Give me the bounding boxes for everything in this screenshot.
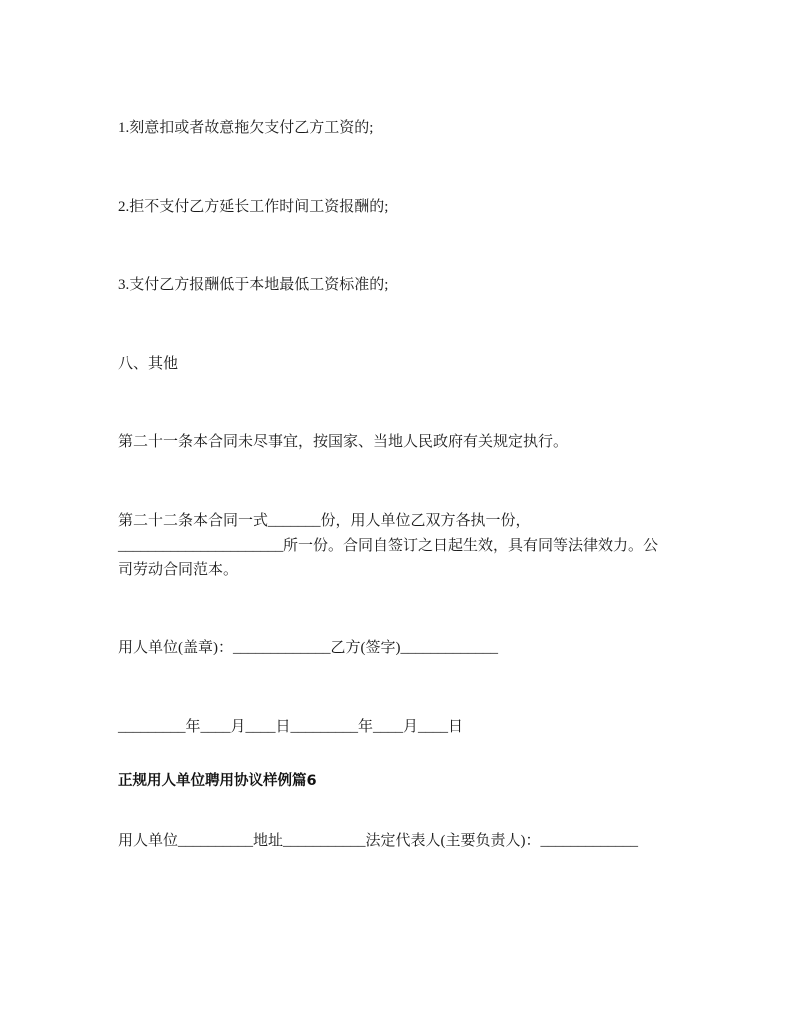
list-item-1: 1.刻意扣或者故意拖欠支付乙方工资的;: [118, 120, 374, 136]
article-22-line-3: 司劳动合同范本。: [118, 562, 239, 578]
article-22-line-2: ______________________所一份。合同自签订之日起生效，具有同等法律效力。公: [118, 538, 659, 554]
article-21-text: 第二十一条本合同未尽事宜，按国家、当地人民政府有关规定执行。: [118, 434, 569, 450]
list-item-3: 3.支付乙方报酬低于本地最低工资标准的;: [118, 277, 389, 293]
signature-line: 用人单位(盖章)：_____________乙方(签字)_____________: [118, 640, 498, 656]
employer-info-line: 用人单位__________地址___________法定代表人(主要负责人)：_____________: [118, 833, 638, 849]
article-22-line-1: 第二十二条本合同一式_______份，用人单位乙双方各执一份，: [118, 513, 531, 529]
date-line: _________年____月____日_________年____月____日: [118, 719, 464, 735]
section-title-other: 八、其他: [118, 356, 179, 372]
list-item-2: 2.拒不支付乙方延长工作时间工资报酬的;: [118, 199, 389, 215]
sample-heading: 正规用人单位聘用协议样例篇6: [118, 773, 317, 789]
